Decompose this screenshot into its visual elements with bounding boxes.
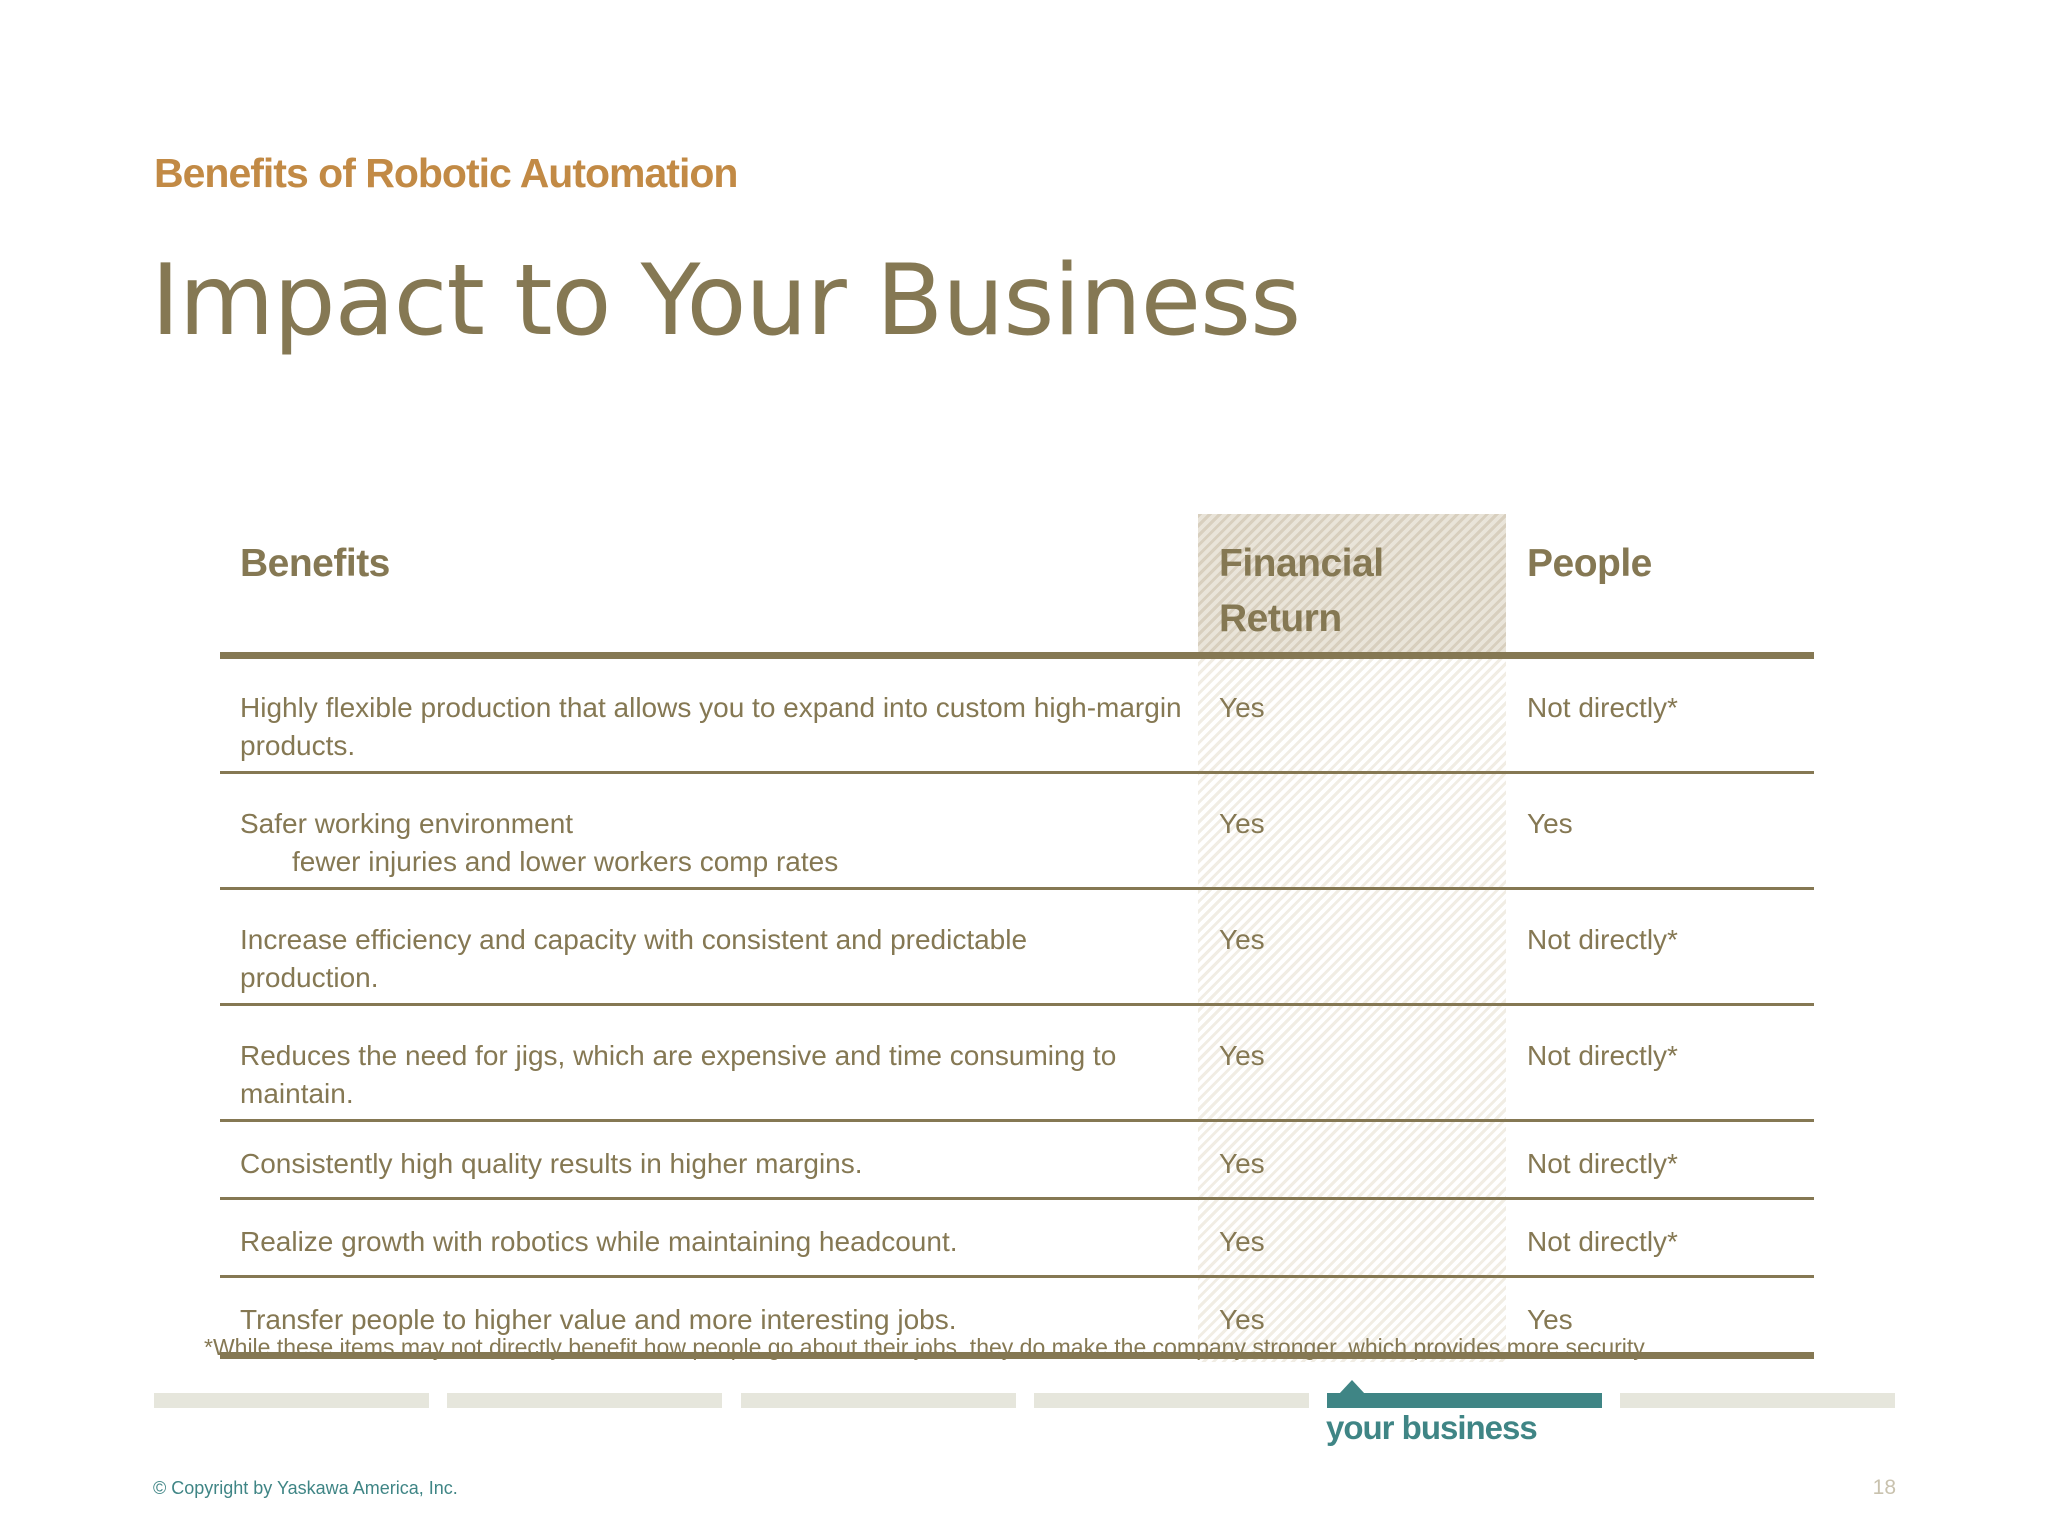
people-cell: Not directly* — [1527, 692, 1678, 723]
nav-segment-1 — [154, 1393, 429, 1408]
people-cell: Yes — [1527, 1304, 1573, 1335]
header-rule — [220, 652, 1814, 659]
financial-cell: Yes — [1219, 808, 1265, 839]
benefit-cell: Reduces the need for jigs, which are expensive and time consuming to maintain. — [240, 1040, 1117, 1109]
people-cell: Not directly* — [1527, 1148, 1678, 1179]
people-cell: Not directly* — [1527, 924, 1678, 955]
nav-pointer-icon — [1339, 1380, 1365, 1394]
nav-segment-4 — [1034, 1393, 1309, 1408]
nav-segment-2 — [447, 1393, 722, 1408]
row-divider — [220, 771, 1814, 774]
row-divider — [220, 1119, 1814, 1122]
people-cell: Not directly* — [1527, 1040, 1678, 1071]
financial-cell: Yes — [1219, 1148, 1265, 1179]
people-cell: Yes — [1527, 808, 1573, 839]
benefit-detail-text: fewer injuries and lower workers comp rates — [292, 846, 839, 877]
nav-segment-6 — [1620, 1393, 1895, 1408]
financial-cell: Yes — [1219, 1304, 1265, 1335]
nav-active-label: your business — [1326, 1409, 1537, 1446]
people-cell: Not directly* — [1527, 1226, 1678, 1257]
row-divider — [220, 1197, 1814, 1200]
benefit-cell: Realize growth with robotics while maintaining headcount. — [240, 1226, 958, 1257]
row-divider — [220, 1003, 1814, 1006]
footnote: *While these items may not directly benefit how people go about their jobs, they do make the company stronger, which provides more security. — [204, 1334, 1650, 1360]
header-people: People — [1527, 542, 1652, 585]
benefit-cell: Increase efficiency and capacity with consistent and predictable production. — [240, 924, 1028, 993]
benefit-cell: Transfer people to higher value and more interesting jobs. — [240, 1304, 957, 1335]
benefit-cell: Highly flexible production that allows you to expand into custom high-margin products. — [240, 692, 1182, 761]
financial-cell: Yes — [1219, 692, 1265, 723]
nav-segment-your-business — [1327, 1393, 1602, 1408]
benefit-cell — [240, 805, 1190, 881]
page-number: 18 — [1872, 1476, 1896, 1499]
nav-segment-3 — [741, 1393, 1016, 1408]
section-kicker: Benefits of Robotic Automation — [154, 150, 738, 196]
row-divider — [220, 1275, 1814, 1278]
header-financial-return — [1219, 536, 1384, 646]
benefit-cell: Consistently high quality results in higher margins. — [240, 1148, 863, 1179]
financial-cell: Yes — [1219, 924, 1265, 955]
benefits-table — [220, 514, 1814, 1362]
financial-cell: Yes — [1219, 1040, 1265, 1071]
header-financial-line2: Return — [1219, 597, 1342, 640]
slide-title: Impact to Your Business — [151, 244, 1301, 358]
header-financial-line1: Financial — [1219, 542, 1384, 585]
benefit-main-text: Safer working environment — [240, 808, 574, 839]
financial-cell: Yes — [1219, 1226, 1265, 1257]
header-benefits: Benefits — [240, 542, 390, 585]
copyright: © Copyright by Yaskawa America, Inc. — [153, 1478, 458, 1498]
row-divider — [220, 887, 1814, 890]
